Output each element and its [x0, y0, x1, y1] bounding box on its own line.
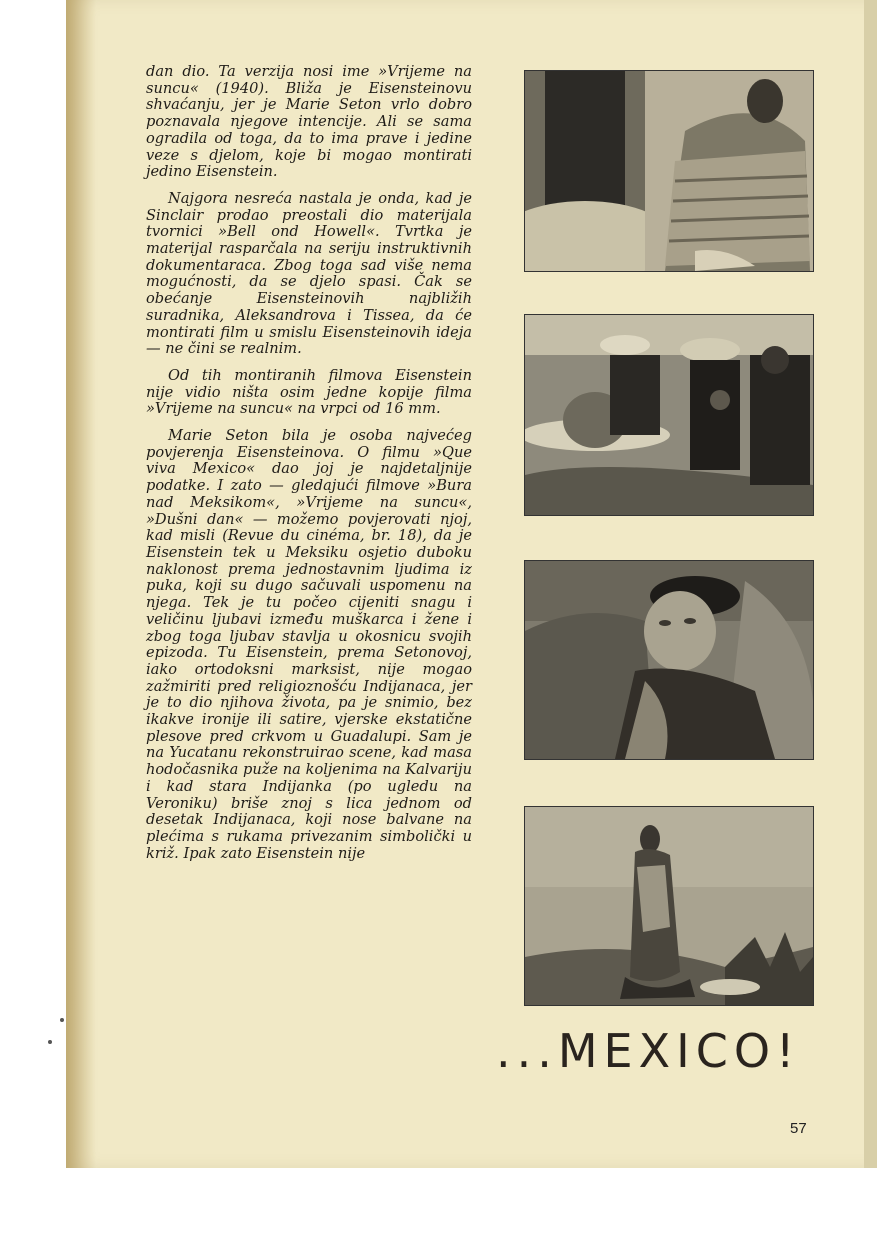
paragraph-4: Marie Seton bila je osoba najvećeg povjerenja Eisensteinova. O filmu »Que viva Mexico« dao joj je najdetaljnije podatke. I zato — gledajući filmove »Bura nad Meksikom«, »Vrijeme na suncu«, »Dušni dan« — možemo povjerovati njoj, kad misli (Revue du cinéma, br. 18), da je Eisenstein tek u Meksiku osjetio duboku naklonost prema jednostavnim ljudima iz puka, koji su dugo sačuvali uspomenu na njega. Tek je tu počeo cijeniti snagu i veličinu ljubavi između muškarca i žene i zbog toga ljubav stavlja u okosnicu svojih epizoda. Tu Eisenstein, prema Setonovoj, iako ortodoksni marksist, nije mogao zažmiriti pred religioznošću Indijanaca, jer je to dio njihova života, pa je snimio, bez ikakve ironije ili satire, vjerske ekstatične plesove pred crkvom u Guadalupi. Sam je na Yucatanu rekonstruirao scene, kad masa hodočasnika puže na koljenima na Kalvariju i kad stara Indijanka (po ugledu na Veroniku) briše znoj s lica jednom od desetak Indijanaca, koji nose balvane na plećima s rukama privezanim simbolički u križ. Ipak zato Eisenstein nije [146, 427, 472, 862]
paragraph-3: Od tih montiranih filmova Eisenstein nije vidio ništa osim jedne kopije filma »Vrijeme na suncu« na vrpci od 16 mm. [146, 366, 472, 418]
scan-speck [60, 1018, 64, 1022]
scan-speck [48, 1040, 52, 1044]
article-text-column [146, 64, 472, 872]
seated-man-with-blanket-photo [524, 70, 814, 272]
page-number: 57 [790, 1120, 807, 1137]
paragraph-2: Najgora nesreća nastala je onda, kad je Sinclair prodao preostali dio materijala tvornici »Bell ond Howell«. Tvrtka je materijal rasparčala na seriju instruktivnih dokumentaraca. Zbog toga sad više nema mogućnosti, da se djelo spasi. Čak se obećanje Eisensteinovih najbližih suradnika, Aleksandrova i Tissea, da će montirati film u smislu Eisensteinovih ideja — ne čini se realnim. [146, 189, 472, 358]
reclining-young-man-photo [524, 560, 814, 760]
section-title: ...MEXICO! [496, 1024, 801, 1078]
standing-figure-in-landscape-photo [524, 806, 814, 1006]
paragraph-1: dan dio. Ta verzija nosi ime »Vrijeme na suncu« (1940). Bliža je Eisensteinovu shvaćanju, jer je Marie Seton vrlo dobro poznavala njegove intencije. Ali se sama ogradila od toga, da to ima prave i jedine veze s djelom, koje bi mogao montirati jedino Eisenstein. [146, 63, 472, 181]
women-in-sombreros-photo [524, 314, 814, 516]
page-binding-shadow [66, 0, 96, 1168]
page-edge [864, 0, 877, 1168]
